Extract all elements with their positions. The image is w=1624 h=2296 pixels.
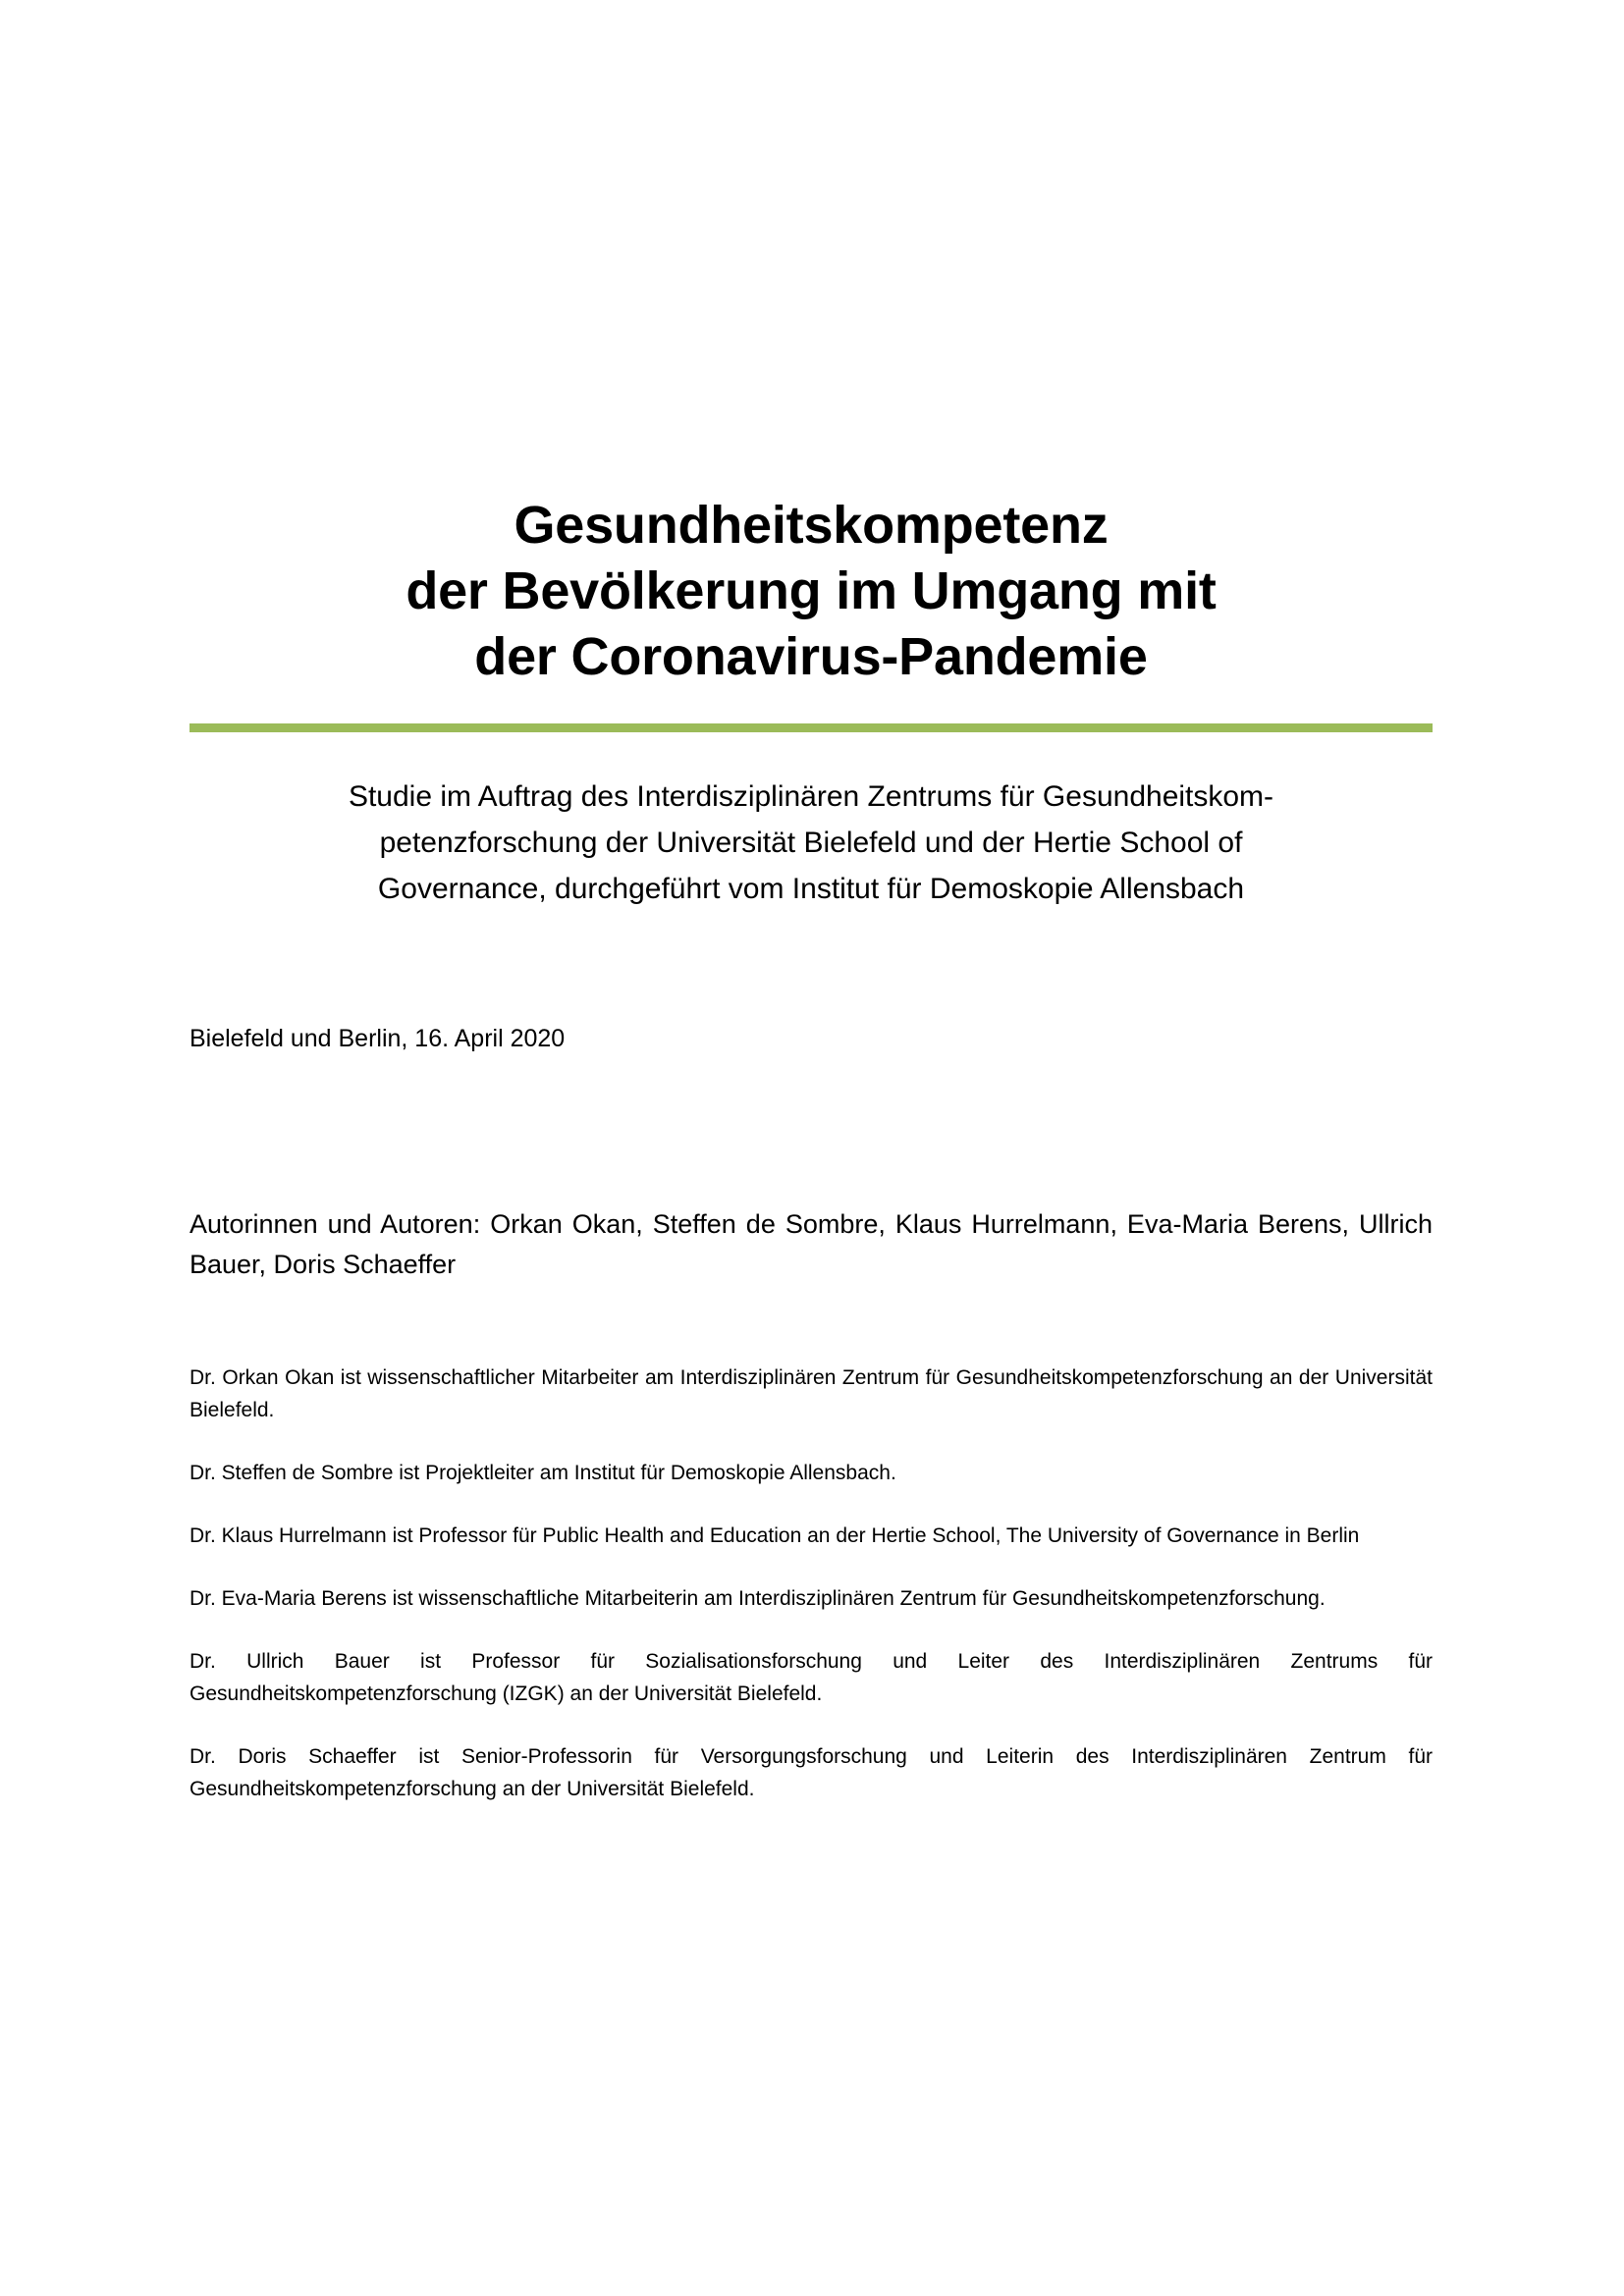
place-and-date: Bielefeld und Berlin, 16. April 2020: [189, 1025, 566, 1052]
biography-paragraph: Dr. Ullrich Bauer ist Professor für Sozialisationsforschung und Leiter des Interdisziplinären Zentrums für Gesundheitskompetenzforschung (IZGK) an der Universität Bielefeld.: [189, 1650, 1433, 1705]
title-line-1: Gesundheitskompetenz: [514, 496, 1109, 555]
document-subtitle: [189, 774, 1433, 912]
biography-paragraph: Dr. Doris Schaeffer ist Senior-Professorin für Versorgungsforschung und Leiterin des Interdisziplinären Zentrum für Gesundheitskompetenzforschung an der Universität Bielefeld.: [189, 1745, 1433, 1800]
subtitle-line-1: Studie im Auftrag des Interdisziplinären Zentrums für Gesundheitskom-: [348, 780, 1274, 813]
authors-list: Autorinnen und Autoren: Orkan Okan, Steffen de Sombre, Klaus Hurrelmann, Eva-Maria Berens, Ullrich Bauer, Doris Schaeffer: [189, 1209, 1433, 1279]
subtitle-line-3: Governance, durchgeführt vom Institut für Demoskopie Allensbach: [377, 873, 1245, 905]
accent-divider: [189, 723, 1433, 732]
biography-paragraph: Dr. Klaus Hurrelmann ist Professor für Public Health and Education an der Hertie School, The University of Governance in Berlin: [189, 1524, 1360, 1547]
document-title: [189, 493, 1433, 690]
title-line-2: der Bevölkerung im Umgang mit: [406, 561, 1217, 620]
author-biographies: [189, 1362, 1433, 1805]
biography-paragraph: Dr. Orkan Okan ist wissenschaftlicher Mitarbeiter am Interdisziplinären Zentrum für Gesundheitskompetenzforschung an der Universität Bielefeld.: [189, 1366, 1433, 1421]
title-line-3: der Coronavirus-Pandemie: [474, 627, 1148, 686]
page-content-column: [189, 0, 1433, 1805]
biography-paragraph: Dr. Eva-Maria Berens ist wissenschaftliche Mitarbeiterin am Interdisziplinären Zentrum für Gesundheitskompetenzforschung.: [189, 1587, 1326, 1610]
biography-paragraph: Dr. Steffen de Sombre ist Projektleiter am Institut für Demoskopie Allensbach.: [189, 1462, 896, 1484]
subtitle-line-2: petenzforschung der Universität Bielefeld und der Hertie School of: [379, 827, 1243, 859]
